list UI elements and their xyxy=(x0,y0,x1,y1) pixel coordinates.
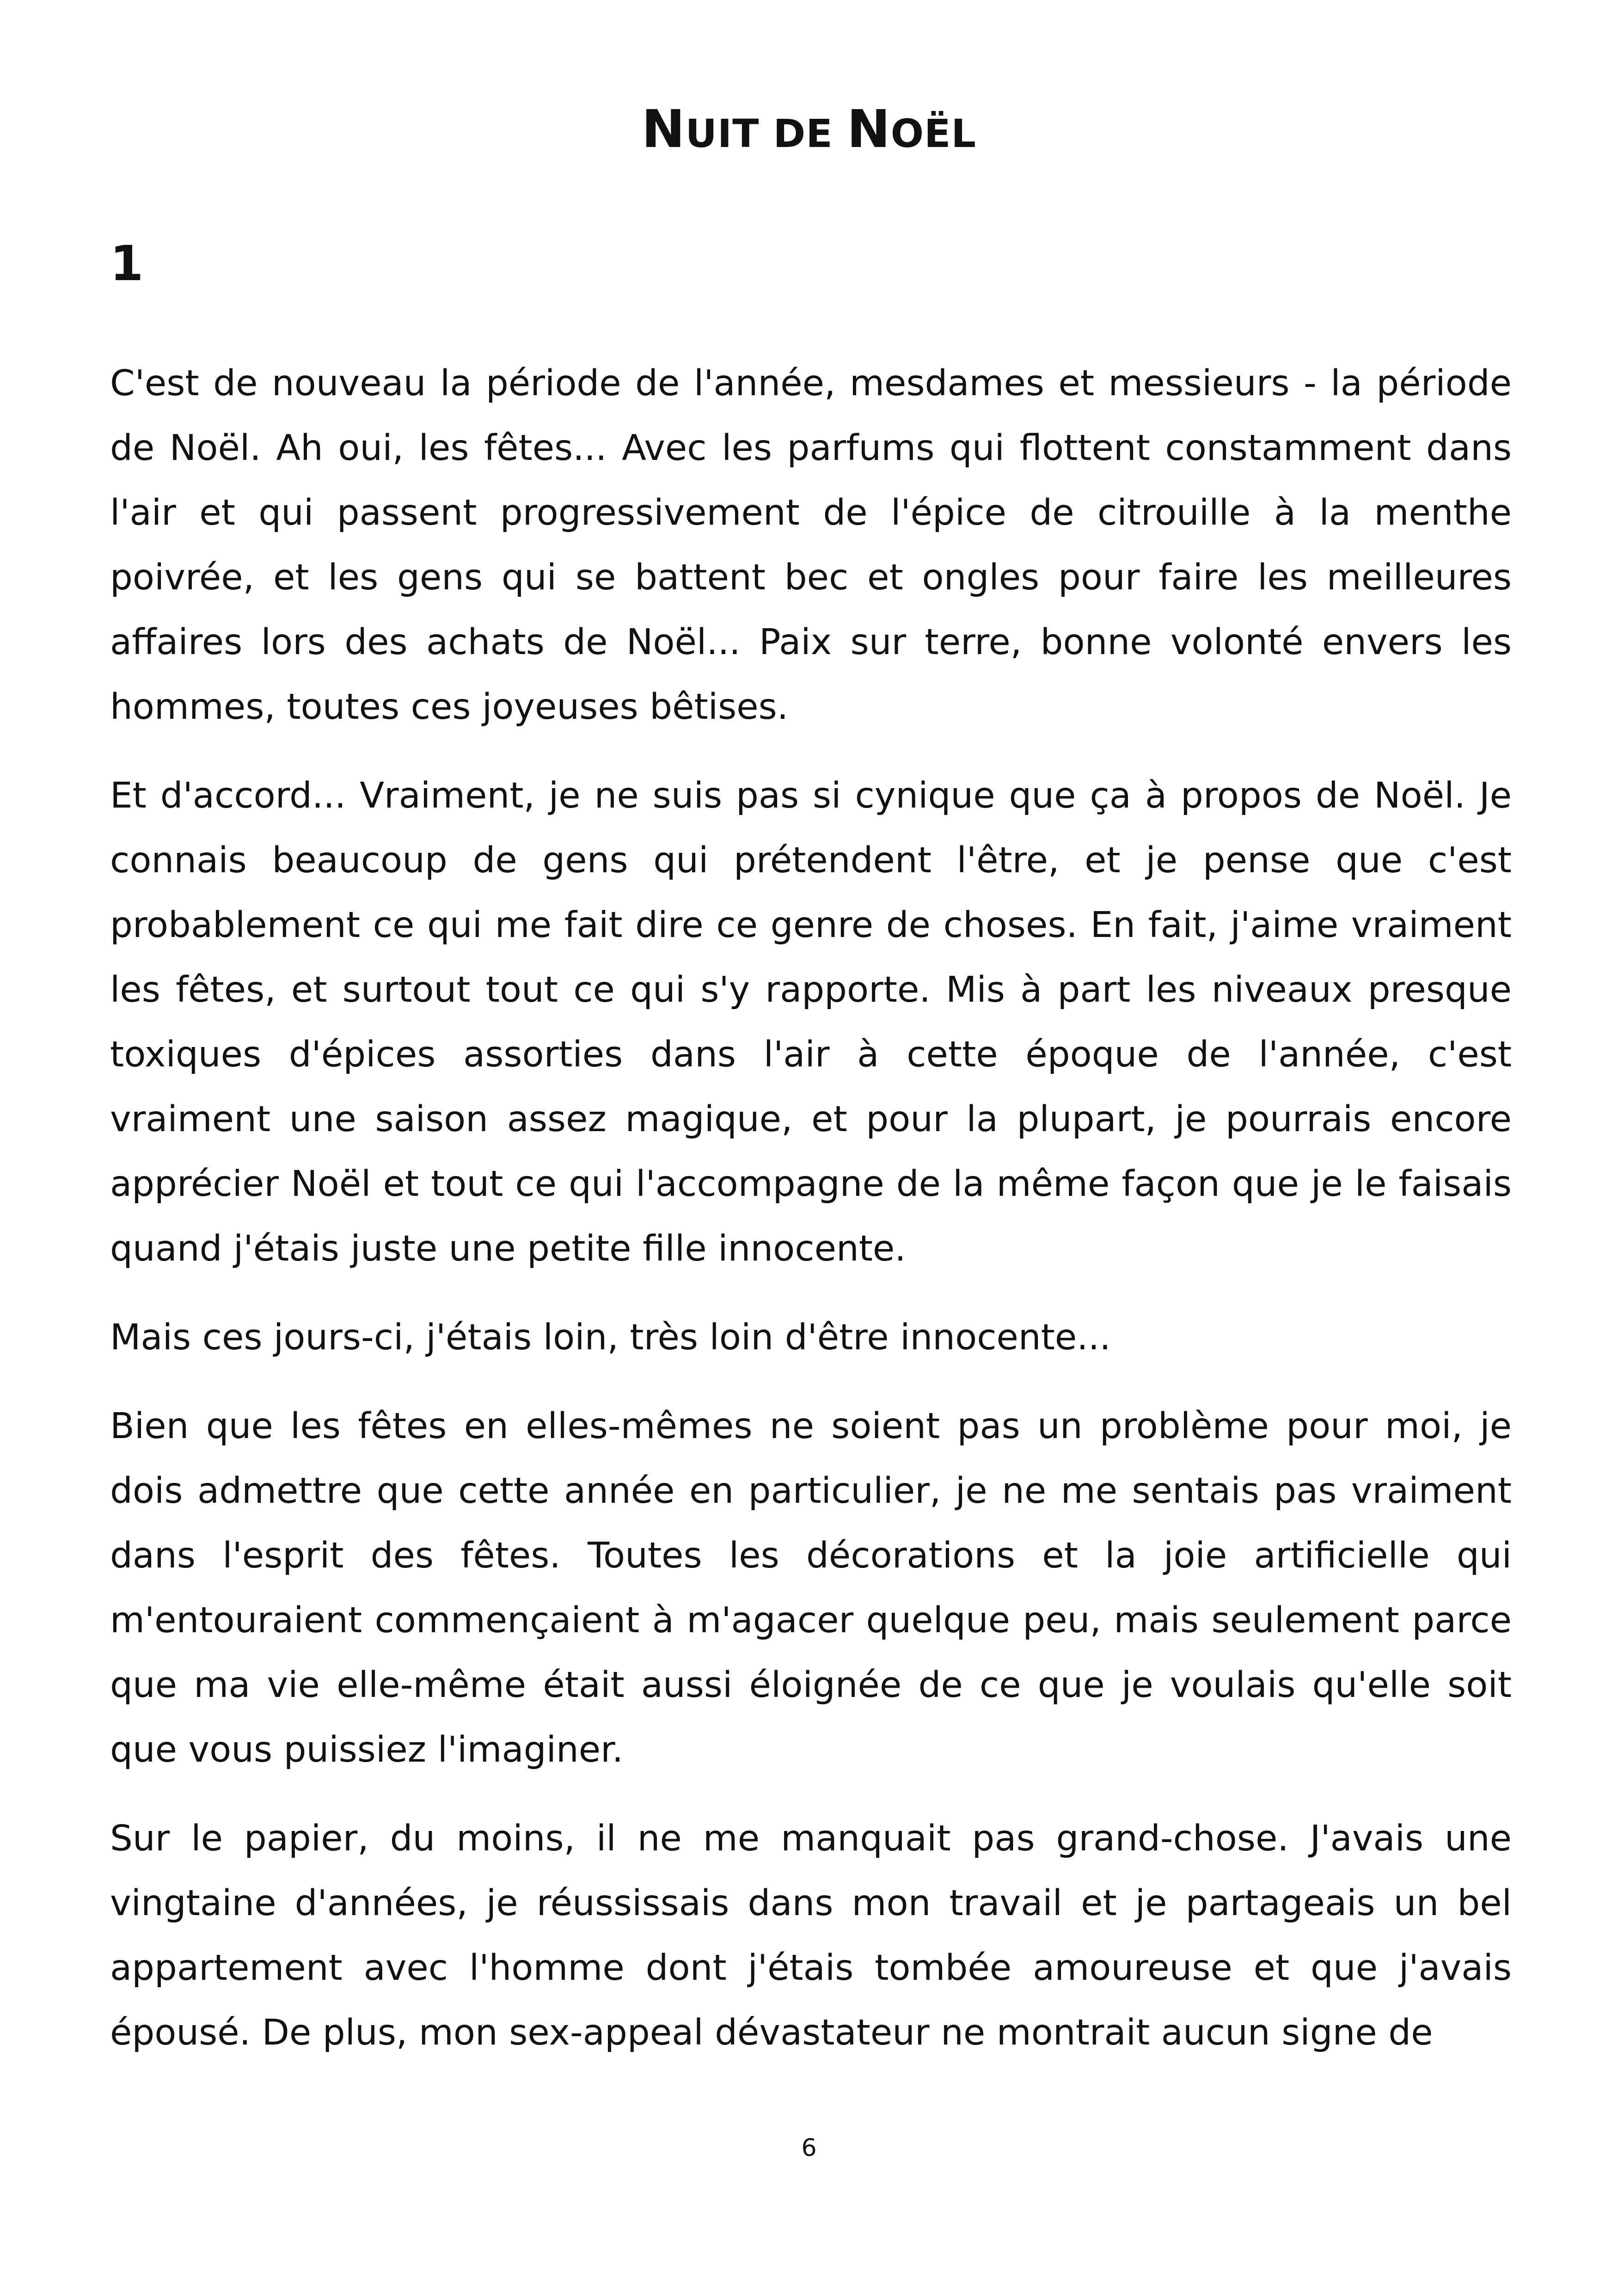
paragraph-2: Et d'accord... Vraiment, je ne suis pas si cynique que ça à propos de Noël. Je connais beaucoup de gens qui prétendent l'être, et je pense que c'est probablement ce qui me fait dire ce genre de choses. En fait, j'aime vraiment les fêtes, et surtout tout ce qui s'y rapporte. Mis à part les niveaux presque toxiques d'épices assorties dans l'air à cette époque de l'année, c'est vraiment une saison assez magique, et pour la plupart, je pourrais encore apprécier Noël et tout ce qui l'accompagne de la même façon que je le faisais quand j'étais juste une petite fille innocente. xyxy=(110,775,1512,1269)
title-initial-2: N xyxy=(847,99,891,159)
chapter-title xyxy=(0,95,1618,168)
paragraph-3: Mais ces jours-ci, j'étais loin, très loin d'être innocente... xyxy=(110,1317,1111,1358)
chapter-number: 1 xyxy=(110,235,144,292)
title-initial-1: N xyxy=(641,99,686,159)
title-rest-1: UIT DE xyxy=(685,111,847,156)
page-number: 6 xyxy=(801,2134,817,2162)
paragraph-1: C'est de nouveau la période de l'année, mesdames et messieurs - la période de Noël. Ah oui, les fêtes... Avec les parfums qui flottent constamment dans l'air et qui passent progressivement de l'épice de citrouille à la menthe poivrée, et les gens qui se battent bec et ongles pour faire les meilleures affaires lors des achats de Noël... Paix sur terre, bonne volonté envers les hommes, toutes ces joyeuses bêtises. xyxy=(110,363,1512,728)
paragraph-4: Bien que les fêtes en elles-mêmes ne soient pas un problème pour moi, je dois admettre que cette année en particulier, je ne me sentais pas vraiment dans l'esprit des fêtes. Toutes les décorations et la joie artificielle qui m'entouraient commençaient à m'agacer quelque peu, mais seulement parce que ma vie elle-même était aussi éloignée de ce que je voulais qu'elle soit que vous puissiez l'imaginer. xyxy=(110,1406,1512,1770)
paragraph-5: Sur le papier, du moins, il ne me manquait pas grand-chose. J'avais une vingtaine d'années, je réussissais dans mon travail et je partageais un bel appartement avec l'homme dont j'étais tombée amoureuse et que j'avais épousé. De plus, mon sex-appeal dévastateur ne montrait aucun signe de xyxy=(110,1818,1512,2053)
title-rest-2: OËL xyxy=(890,111,977,156)
body-text xyxy=(110,351,1512,2089)
